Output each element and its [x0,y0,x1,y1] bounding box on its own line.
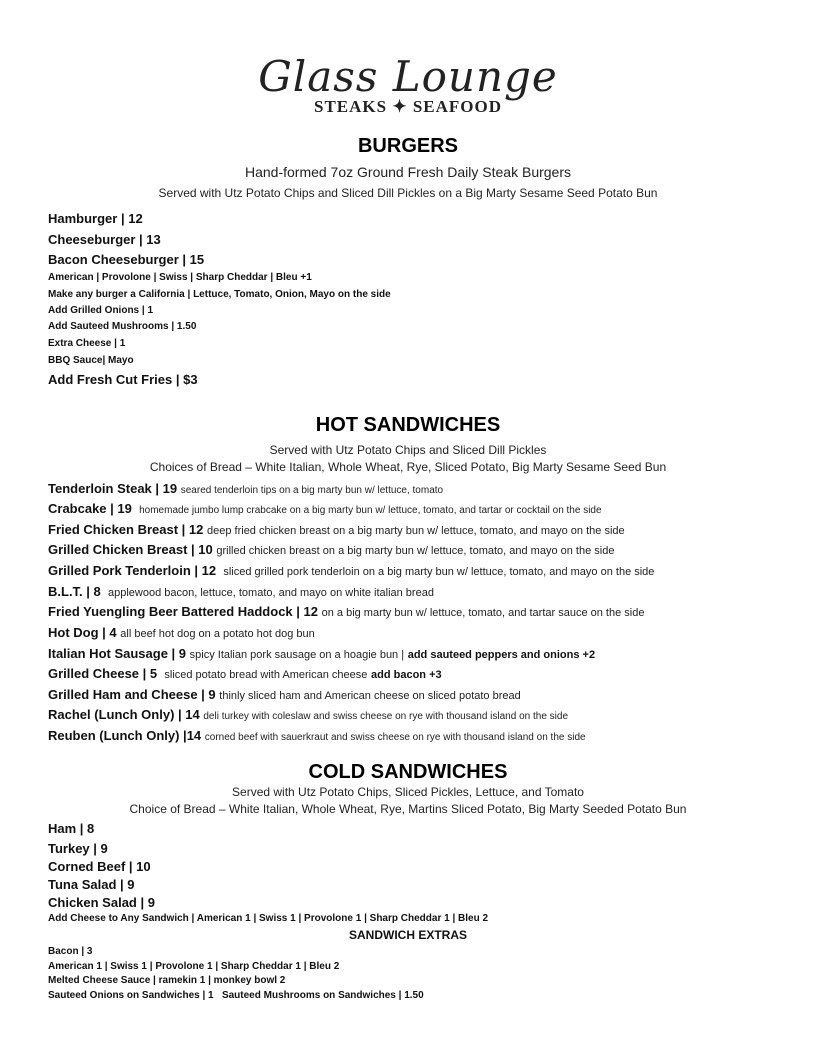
burger-option-sauces: BBQ Sauce| Mayo [48,355,134,366]
cold-bread-choices: Choice of Bread – White Italian, Whole Wheat, Rye, Martins Sliced Potato, Big Marty Seeded Potato Bun [129,802,687,816]
menu-item-italian-hot-sausage [48,646,595,661]
burger-option-extra-cheese: Extra Cheese | 1 [48,338,126,349]
menu-item-ham: Ham | 8 [48,821,95,836]
item-description: spicy Italian pork sausage on a hoagie bun | [189,649,405,661]
hot-bread-choices: Choices of Bread – White Italian, Whole Wheat, Rye, Sliced Potato, Big Marty Sesame Seed Bun [149,460,667,474]
menu-item-grilled-chicken-breast [48,542,614,557]
item-name: Hot Dog | 4 [48,625,117,640]
menu-item-bacon-cheeseburger: Bacon Cheeseburger | 15 [48,252,205,267]
item-name: Grilled Pork Tenderloin | 12 [48,563,217,578]
extra-cheese-sauce: Melted Cheese Sauce | ramekin 1 | monkey bowl 2 [48,975,286,986]
extra-cheeses: American 1 | Swiss 1 | Provolone 1 | Sharp Cheddar 1 | Bleu 2 [48,961,340,972]
item-description: thinly sliced ham and American cheese on sliced potato bread [219,690,521,702]
item-description: applewood bacon, lettuce, tomato, and mayo on white italian bread [108,587,434,599]
item-description: all beef hot dog on a potato hot dog bun [120,628,315,640]
item-description: deli turkey with coleslaw and swiss cheese on rye with thousand island on the side [203,711,569,722]
menu-item-corned-beef: Corned Beef | 10 [48,859,151,874]
burgers-subtitle: Hand-formed 7oz Ground Fresh Daily Steak Burgers [244,164,572,180]
item-description: seared tenderloin tips on a big marty bun w/ lettuce, tomato [180,485,444,496]
cold-served-with: Served with Utz Potato Chips, Sliced Pickles, Lettuce, and Tomato [232,785,584,799]
cold-add-cheese: Add Cheese to Any Sandwich | American 1 | Swiss 1 | Provolone 1 | Sharp Cheddar 1 | Bleu 2 [48,913,489,924]
menu-item-crabcake [48,501,602,516]
menu-item-reuben [48,728,586,743]
item-name: Tenderloin Steak | 19 [48,481,178,496]
menu-item-tenderloin-steak [48,481,443,496]
hot-served-with: Served with Utz Potato Chips and Sliced Dill Pickles [269,443,547,457]
item-name: Fried Yuengling Beer Battered Haddock | 12 [48,604,318,619]
menu-item-blt [48,584,434,599]
item-name: Fried Chicken Breast | 12 [48,522,204,537]
item-name: Grilled Chicken Breast | 10 [48,542,213,557]
menu-item-fried-chicken-breast [48,522,625,537]
burger-option-mushrooms: Add Sauteed Mushrooms | 1.50 [48,321,197,332]
section-title-cold-sandwiches: COLD SANDWICHES [308,761,508,783]
item-description: corned beef with sauerkraut and swiss cheese on rye with thousand island on the side [204,732,586,743]
section-title-burgers: BURGERS [357,135,458,157]
item-name: B.L.T. | 8 [48,584,101,599]
extra-onions-mushrooms: Sauteed Onions on Sandwiches | 1 Sauteed Mushrooms on Sandwiches | 1.50 [48,990,424,1001]
item-description: deep fried chicken breast on a big marty bun w/ lettuce, tomato, and mayo on the side [207,525,625,537]
menu-item-hamburger: Hamburger | 12 [48,211,143,226]
item-name: Italian Hot Sausage | 9 [48,646,187,661]
burgers-served-with: Served with Utz Potato Chips and Sliced Dill Pickles on a Big Marty Sesame Seed Potato Bun [158,186,658,200]
burger-option-grilled-onions: Add Grilled Onions | 1 [48,305,154,316]
item-description: homemade jumbo lump crabcake on a big marty bun w/ lettuce, tomato, and tartar or cocktail on the side [139,505,602,516]
menu-item-turkey: Turkey | 9 [48,841,108,856]
menu-item-haddock [48,604,644,619]
item-name: Grilled Cheese | 5 [48,666,158,681]
item-name: Crabcake | 19 [48,501,132,516]
section-title-sandwich-extras: SANDWICH EXTRAS [348,928,467,942]
burger-option-fries: Add Fresh Cut Fries | $3 [48,372,198,387]
item-addon: add bacon +3 [371,669,442,681]
section-title-hot-sandwiches: HOT SANDWICHES [315,414,501,436]
logo-name: Glass Lounge [258,52,558,101]
item-name: Rachel (Lunch Only) | 14 [48,707,200,722]
item-description: grilled chicken breast on a big marty bun w/ lettuce, tomato, and mayo on the side [216,545,615,557]
menu-item-chicken-salad: Chicken Salad | 9 [48,895,155,910]
burger-option-cheese: American | Provolone | Swiss | Sharp Cheddar | Bleu +1 [48,272,312,283]
item-description: sliced potato bread with American cheese [164,669,368,681]
logo-tagline: STEAKS ✦ SEAFOOD [313,97,502,116]
menu-item-tuna-salad: Tuna Salad | 9 [48,877,135,892]
item-addon: add sauteed peppers and onions +2 [407,649,596,661]
item-description: on a big marty bun w/ lettuce, tomato, and tartar sauce on the side [321,607,645,619]
item-name: Reuben (Lunch Only) |14 [48,728,202,743]
menu-item-grilled-pork-tenderloin [48,563,654,578]
burger-option-california: Make any burger a California | Lettuce, Tomato, Onion, Mayo on the side [48,289,391,300]
extra-bacon: Bacon | 3 [48,946,93,957]
restaurant-logo [0,52,816,117]
item-description: sliced grilled pork tenderloin on a big marty bun w/ lettuce, tomato, and mayo on the side [223,566,655,578]
menu-item-cheeseburger: Cheeseburger | 13 [48,232,161,247]
menu-item-rachel [48,707,568,722]
menu-item-hot-dog [48,625,315,640]
menu-item-grilled-ham-and-cheese [48,687,521,702]
menu-item-grilled-cheese [48,666,442,681]
item-name: Grilled Ham and Cheese | 9 [48,687,216,702]
